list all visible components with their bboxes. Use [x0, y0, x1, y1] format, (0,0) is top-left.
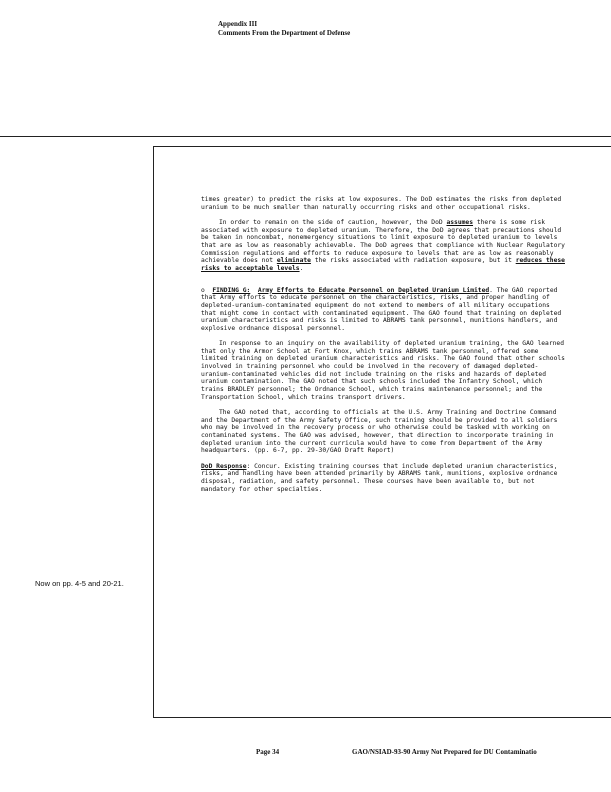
header-rule — [0, 136, 611, 137]
paragraph-risk-estimate: times greater) to predict the risks at low exposures. The DoD estimates the risks from depleted uranium to be much smaller than naturally occurring risks and other occupational risks. — [201, 196, 562, 211]
response-label: DoD Response — [201, 462, 247, 470]
finding-text: . The GAO reported that Army efforts to educate personnel on the characteristics, risks, and proper handling of depleted-uranium-contaminated equipment do not extend to members of all military occupations that might come in contact with contaminated equipment. The GAO found that training on depleted uranium characteristics and risks is limited to ABRAMS tank personnel, munitions handlers, and explosive ordnance disposal personnel. — [201, 286, 562, 332]
page-header — [218, 20, 350, 38]
text-span: In order to remain on the side of caution, however, the DoD — [219, 218, 443, 226]
appendix-title: Comments From the Department of Defense — [218, 29, 351, 37]
finding-g — [201, 287, 567, 333]
appendix-label: Appendix III — [218, 20, 258, 28]
underlined-reduces: reduces these risks to acceptable levels — [201, 257, 565, 272]
paragraph-officials: The GAO noted that, according to officials at the U.S. Army Training and Doctrine Command and the Department of the Army Safety Office, such training should be provided to all soldiers who may be involved in the recovery process or who otherwise could be tasked with working on contaminated systems. The GAO was advised, however, that direction to incorporate training in depleted uranium into the current curricula would have to come from Department of the Army headquarters. (pp. 6-7, pp. 29-30/GAO Draft Report) — [201, 409, 558, 455]
report-id: GAO/NSIAD-93-90 Army Not Prepared for DU Contaminatio — [352, 748, 537, 756]
text-span: . — [299, 264, 304, 272]
text-span: the risks associated with radiation exposure, but it — [314, 257, 512, 265]
margin-note: Now on pp. 4-5 and 20-21. — [35, 579, 124, 588]
page-number: Page 34 — [256, 748, 280, 756]
underlined-assumes: assumes — [446, 218, 474, 226]
paragraph-caution — [201, 219, 567, 273]
bullet: o — [201, 286, 205, 294]
finding-heading: Army Efforts to Educate Personnel on Depleted Uranium Limited — [257, 286, 490, 294]
text-span: there is some risk associated with exposure to depleted uranium. Therefore, the DoD agrees that precautions should be taken in noncombat, nonemergency situations to limit exposure to depleted uranium to levels that are as low as reasonably achievable. The DoD agrees that compliance with Nuclear Regulatory Commission regulations and efforts to reduce exposure to levels that are as low as reasonably achievable does not — [201, 218, 565, 265]
finding-label: FINDING G: — [212, 286, 251, 294]
response-text: : Concur. Existing training courses that include depleted uranium characteristics, risks, and handling have been attended primarily by ABRAMS tank, munitions, explosive ordnance disposal, radiation, and safety personnel. These courses have been available to, but not mandatory for other specialties. — [201, 462, 558, 493]
underlined-eliminate: eliminate — [276, 257, 311, 265]
letter-body — [201, 196, 567, 501]
paragraph-training-inquiry: In response to an inquiry on the availability of depleted uranium training, the GAO learned that only the Armor School at Fort Knox, which trains ABRAMS tank personnel, offered some limited training on depleted uranium characteristics and risks. The GAO found that other schools involved in training personnel who could be involved in the recovery of damaged depleted-uranium-contaminated vehicles did not include training on the risks and hazards of depleted uranium contamination. The GAO noted that such schools included the Infantry School, which trains BRADLEY personnel; the Ordnance School, which trains maintenance personnel; and the Transportation School, which trains transport drivers. — [201, 340, 565, 401]
dod-response — [201, 463, 567, 494]
